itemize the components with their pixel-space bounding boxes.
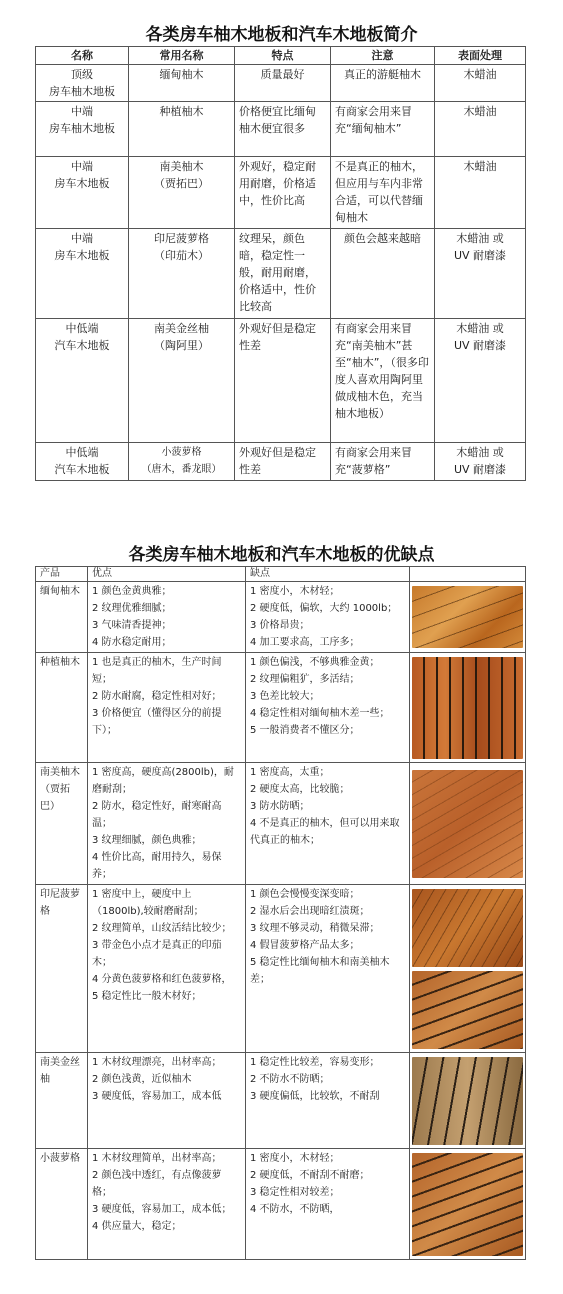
table-row <box>36 653 526 763</box>
con-item: 3 硬度偏低，比较软，不耐刮 <box>250 1091 380 1102</box>
cell-features: 质量最好 <box>235 65 331 102</box>
pro-item: 4 供应量大，稳定； <box>92 1221 182 1232</box>
col-header-image <box>410 567 526 582</box>
con-item: 3 防水防晒； <box>250 801 310 812</box>
pro-item: 4 分黄色菠萝格和红色菠萝格， <box>92 974 232 985</box>
cell-notes: 有商家会用来冒充“菠萝格” <box>331 443 435 481</box>
cell-pros <box>88 1053 246 1149</box>
con-item: 5 稳定性比缅甸柚木和南美柚木差； <box>250 957 390 985</box>
col-header-common-name: 常用名称 <box>129 47 235 65</box>
cell-common-name: 小菠萝格 （唐木，番龙眼） <box>129 443 235 481</box>
table-row <box>36 157 526 229</box>
cell-cons <box>246 582 410 653</box>
cell-finish: 木蜡油 <box>435 102 526 157</box>
cell-wood-image <box>410 653 526 763</box>
pro-item: 3 带金色小点才是真正的印茄木； <box>92 940 222 968</box>
pro-item: 1 密度中上，硬度中上（1800lb),较耐磨耐刮； <box>92 889 204 917</box>
table-row <box>36 885 526 1053</box>
pro-item: 5 稳定性比一般木材好； <box>92 991 202 1002</box>
table-row <box>36 443 526 481</box>
cell-wood-image <box>410 582 526 653</box>
con-item: 2 硬度低，不耐刮不耐磨； <box>250 1170 370 1181</box>
col-header-features: 特点 <box>235 47 331 65</box>
col-header-notes: 注意 <box>331 47 435 65</box>
cell-name: 顶级 房车柚木地板 <box>36 65 129 102</box>
cell-notes: 不是真正的柚木，但应用与车内非常合适，可以代替缅甸柚木 <box>331 157 435 229</box>
cell-pros <box>88 885 246 1053</box>
con-item: 1 密度高，太重； <box>250 767 330 778</box>
cell-pros <box>88 653 246 763</box>
cell-cons <box>246 1149 410 1260</box>
intro-table <box>35 46 526 481</box>
pro-item: 3 气味清香提神； <box>92 620 172 631</box>
table-row <box>36 763 526 885</box>
con-item: 1 密度小，木材轻； <box>250 586 340 597</box>
pro-item: 1 木材纹理漂亮，出材率高； <box>92 1057 222 1068</box>
con-item: 4 稳定性相对缅甸柚木差一些； <box>250 708 390 719</box>
cell-features: 价格便宜比缅甸柚木便宜很多 <box>235 102 331 157</box>
cell-features: 外观好但是稳定性差 <box>235 443 331 481</box>
pro-item: 2 纹理简单，山纹活结比较少； <box>92 923 232 934</box>
con-item: 3 稳定性相对较差； <box>250 1187 340 1198</box>
pro-item: 3 硬度低，容易加工，成本低 <box>92 1091 222 1102</box>
pro-item: 3 硬度低，容易加工，成本低； <box>92 1204 232 1215</box>
document-title-proscons: 各类房车柚木地板和汽车木地板的优缺点 <box>128 545 435 565</box>
col-header-cons: 缺点 <box>246 567 410 582</box>
con-item: 1 密度小，木材轻； <box>250 1153 340 1164</box>
cell-cons <box>246 653 410 763</box>
col-header-name: 名称 <box>36 47 129 65</box>
con-item: 5 一般消费者不懂区分； <box>250 725 360 736</box>
pro-item: 2 防水，稳定性好，耐寒耐高温； <box>92 801 222 829</box>
proscons-table <box>35 566 526 1260</box>
cell-notes: 真正的游艇柚木 <box>331 65 435 102</box>
cell-features: 外观好，稳定耐用耐磨，价格适中，性价比高 <box>235 157 331 229</box>
con-item: 1 颜色会慢慢变深变暗； <box>250 889 360 900</box>
con-item: 4 加工要求高，工序多； <box>250 637 360 648</box>
cell-finish: 木蜡油 或 UV 耐磨漆 <box>435 319 526 443</box>
cell-finish: 木蜡油 <box>435 157 526 229</box>
pro-item: 1 密度高，硬度高(2800lb)，耐磨耐刮； <box>92 767 234 795</box>
col-header-product: 产品 <box>36 567 88 582</box>
col-header-pros: 优点 <box>88 567 246 582</box>
merbau-photo <box>412 889 523 967</box>
cell-cons <box>246 885 410 1053</box>
cell-wood-image <box>410 1053 526 1149</box>
cell-finish: 木蜡油 或 UV 耐磨漆 <box>435 443 526 481</box>
pro-item: 1 也是真正的柚木，生产时间短； <box>92 657 222 685</box>
cell-wood-image <box>410 763 526 885</box>
cell-common-name: 南美金丝柚 （陶阿里） <box>129 319 235 443</box>
pro-item: 4 防水稳定耐用； <box>92 637 172 648</box>
cell-features: 外观好但是稳定性差 <box>235 319 331 443</box>
con-item: 2 湿水后会出现暗红渍斑； <box>250 906 370 917</box>
proscons-header-row <box>36 567 526 582</box>
pro-item: 1 木材纹理简单，出材率高； <box>92 1153 222 1164</box>
con-item: 1 颜色偏浅，不够典雅金黄； <box>250 657 380 668</box>
tauari-photo <box>412 1057 523 1145</box>
pometia-photo <box>412 1153 523 1256</box>
cell-pros <box>88 1149 246 1260</box>
cell-name: 中端 房车柚木地板 <box>36 102 129 157</box>
cell-notes: 有商家会用来冒充“缅甸柚木” <box>331 102 435 157</box>
pro-item: 2 颜色浅黄，近似柚木 <box>92 1074 192 1085</box>
cell-product: 缅甸柚木 <box>36 582 88 653</box>
cell-product: 南美金丝柚 <box>36 1053 88 1149</box>
table-row <box>36 582 526 653</box>
col-header-finish: 表面处理 <box>435 47 526 65</box>
cell-common-name: 种植柚木 <box>129 102 235 157</box>
con-item: 1 稳定性比较差，容易变形； <box>250 1057 380 1068</box>
cell-product: 种植柚木 <box>36 653 88 763</box>
cell-notes: 有商家会用来冒充“南美柚木”甚至“柚木”，（很多印度人喜欢用陶阿里做成柚木色，充当柚木地板） <box>331 319 435 443</box>
cell-common-name: 南美柚木 （贾拓巴） <box>129 157 235 229</box>
cell-name: 中端 房车木地板 <box>36 229 129 319</box>
pro-item: 4 性价比高，耐用持久，易保养； <box>92 852 222 880</box>
con-item: 2 硬度低，偏软，大约 1000lb； <box>250 603 398 614</box>
plantation-teak-photo <box>412 657 523 759</box>
cell-common-name: 缅甸柚木 <box>129 65 235 102</box>
pro-item: 3 纹理细腻，颜色典雅； <box>92 835 202 846</box>
con-item: 2 纹理偏粗犷，多活结； <box>250 674 360 685</box>
pro-item: 2 颜色浅中透红，有点像菠萝格； <box>92 1170 222 1198</box>
con-item: 3 纹理不够灵动，稍微呆滞； <box>250 923 380 934</box>
table-row <box>36 1053 526 1149</box>
cell-name: 中端 房车木地板 <box>36 157 129 229</box>
table-row <box>36 229 526 319</box>
pro-item: 2 纹理优雅细腻； <box>92 603 172 614</box>
cell-cons <box>246 1053 410 1149</box>
cell-product: 南美柚木（贾拓巴） <box>36 763 88 885</box>
con-item: 4 假冒菠萝格产品太多； <box>250 940 360 951</box>
cumaru-photo <box>412 770 523 878</box>
cell-cons <box>246 763 410 885</box>
cell-features: 纹理呆，颜色暗，稳定性一般，耐用耐磨，价格适中，性价比较高 <box>235 229 331 319</box>
cell-product: 印尼菠萝格 <box>36 885 88 1053</box>
con-item: 4 不是真正的柚木，但可以用来取代真正的柚木； <box>250 818 400 846</box>
cell-wood-image <box>410 885 526 1053</box>
con-item: 4 不防水，不防晒， <box>250 1204 340 1215</box>
cell-name: 中低端 汽车木地板 <box>36 319 129 443</box>
pro-item: 2 防水耐腐，稳定性相对好； <box>92 691 222 702</box>
cell-pros <box>88 582 246 653</box>
con-item: 3 价格昂贵； <box>250 620 310 631</box>
cell-name: 中低端 汽车木地板 <box>36 443 129 481</box>
table-row <box>36 1149 526 1260</box>
pro-item: 3 价格便宜（懂得区分的前提下）； <box>92 708 222 736</box>
con-item: 2 硬度太高，比较脆； <box>250 784 350 795</box>
cell-finish: 木蜡油 或 UV 耐磨漆 <box>435 229 526 319</box>
intro-table-header-row <box>36 47 526 65</box>
cell-notes: 颜色会越来越暗 <box>331 229 435 319</box>
cell-wood-image <box>410 1149 526 1260</box>
merbau-photo-2 <box>412 971 523 1049</box>
cell-common-name: 印尼菠萝格 （印茄木） <box>129 229 235 319</box>
teak-deck-photo <box>412 586 523 648</box>
cell-product: 小菠萝格 <box>36 1149 88 1260</box>
cell-finish: 木蜡油 <box>435 65 526 102</box>
cell-pros <box>88 763 246 885</box>
table-row <box>36 319 526 443</box>
document-title-intro: 各类房车柚木地板和汽车木地板简介 <box>145 25 418 45</box>
con-item: 3 色差比较大； <box>250 691 320 702</box>
pro-item: 1 颜色金黄典雅； <box>92 586 172 597</box>
table-row <box>36 65 526 102</box>
table-row <box>36 102 526 157</box>
con-item: 2 不防水不防晒； <box>250 1074 330 1085</box>
